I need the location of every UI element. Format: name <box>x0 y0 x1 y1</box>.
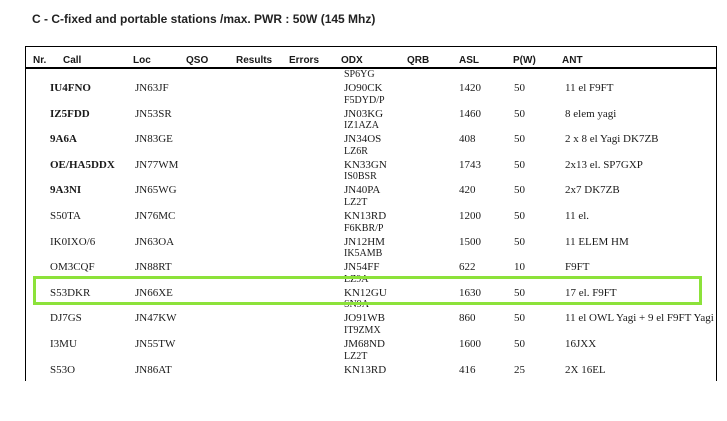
cell-call: 9A6A <box>50 133 77 146</box>
cell-ant: 2 x 8 el Yagi DK7ZB <box>565 133 659 146</box>
cell-asl: 1600 <box>459 338 481 350</box>
cell-loc: JN76MC <box>135 210 176 222</box>
cell-asl: 420 <box>459 184 476 197</box>
cell-pw: 50 <box>514 210 525 222</box>
cell-asl: 1630 <box>459 286 481 299</box>
cell-pw: 50 <box>514 286 525 299</box>
cell-odx: JN54FF <box>344 261 380 274</box>
header-results: Results <box>236 55 273 66</box>
cell-call: S53DKR <box>50 286 91 299</box>
header-pw: P(W) <box>513 55 536 66</box>
cell-odx: JO91WB <box>344 312 385 325</box>
cell-pw: 50 <box>514 312 525 325</box>
cell-asl: 1200 <box>459 210 481 222</box>
cell-loc: JN88RT <box>135 261 172 274</box>
header-nr: Nr. <box>33 55 47 66</box>
cell-pw: 50 <box>514 133 525 146</box>
cell-call: OE/HA5DDX <box>50 158 115 171</box>
odx-station: IK5AMB <box>344 248 383 260</box>
cell-odx: JM68ND <box>344 338 385 350</box>
odx-station: IZ1AZA <box>344 120 379 132</box>
cell-ant: 2x7 DK7ZB <box>565 184 620 197</box>
cell-loc: JN53SR <box>135 107 172 120</box>
header-loc: Loc <box>133 55 151 66</box>
header-errors: Errors <box>289 55 320 66</box>
header-call: Call <box>63 55 82 66</box>
cell-odx: KN12GU <box>344 286 387 299</box>
section-title: C - C-fixed and portable stations /max. PWR : 50W (145 Mhz) <box>32 12 376 26</box>
cell-loc: JN83GE <box>135 133 173 146</box>
cell-loc: JN63OA <box>135 235 175 248</box>
cell-odx: KN13RD <box>344 210 387 222</box>
header-odx: ODX <box>341 55 363 66</box>
cell-loc: JN66XE <box>135 286 173 299</box>
cell-call: 9A3NI <box>50 184 82 197</box>
cell-loc: JN55TW <box>135 338 176 350</box>
cell-pw: 50 <box>514 338 525 350</box>
cell-odx: JN12HM <box>344 235 385 248</box>
cell-pw: 50 <box>514 158 525 171</box>
cell-ant: 11 ELEM HM <box>565 235 629 248</box>
cell-odx: KN13RD <box>344 363 387 376</box>
cell-asl: 860 <box>459 312 476 325</box>
cell-call: OM3CQF <box>50 261 95 274</box>
odx-station: SN9A <box>344 299 370 311</box>
cell-ant: 17 el. F9FT <box>565 286 617 299</box>
odx-station: IS0BSR <box>344 171 377 183</box>
cell-odx: JO90CK <box>344 82 383 94</box>
cell-asl: 1500 <box>459 235 481 248</box>
odx-station: F5DYD/P <box>344 94 385 106</box>
cell-call: IK0IXO/6 <box>50 235 96 248</box>
cell-pw: 50 <box>514 235 525 248</box>
cell-ant: 2X 16EL <box>565 363 606 376</box>
odx-station: LZ6R <box>344 145 368 157</box>
cell-asl: 408 <box>459 133 476 146</box>
header-ant: ANT <box>562 55 583 66</box>
odx-station: LZ2T <box>344 350 368 362</box>
cell-loc: JN47KW <box>135 312 177 325</box>
header-qso: QSO <box>186 55 209 66</box>
cell-pw: 50 <box>514 184 525 197</box>
cell-odx: JN40PA <box>344 184 381 197</box>
cell-asl: 1743 <box>459 158 481 171</box>
cell-asl: 1460 <box>459 107 481 120</box>
cell-ant: 11 el. <box>565 210 590 222</box>
cell-ant: 11 el OWL Yagi + 9 el F9FT Yagi <box>565 312 714 325</box>
cell-asl: 416 <box>459 363 476 376</box>
header-asl: ASL <box>459 55 479 66</box>
cell-call: S53O <box>50 363 76 376</box>
cell-asl: 622 <box>459 261 476 274</box>
table-header <box>26 47 716 69</box>
cell-loc: JN77WM <box>135 158 179 171</box>
cell-pw: 50 <box>514 107 525 120</box>
odx-station: F6KBR/P <box>344 222 384 234</box>
cell-ant: 11 el F9FT <box>565 82 614 94</box>
cell-ant: F9FT <box>565 261 590 274</box>
cell-ant: 2x13 el. SP7GXP <box>565 158 643 171</box>
cell-odx: JN03KG <box>344 107 384 120</box>
results-table <box>25 46 717 381</box>
cell-asl: 1420 <box>459 82 481 94</box>
cell-call: IZ5FDD <box>50 107 90 120</box>
cell-odx: KN33GN <box>344 158 387 171</box>
header-qrb: QRB <box>407 55 430 66</box>
cell-ant: 16JXX <box>565 338 597 350</box>
cell-call: I3MU <box>50 338 77 350</box>
cell-pw: 25 <box>514 363 525 376</box>
cell-odx: JN34OS <box>344 133 382 146</box>
cell-loc: JN86AT <box>135 363 172 376</box>
cell-loc: JN63JF <box>135 82 169 94</box>
odx-station: SP6YG <box>344 69 375 80</box>
cell-call: IU4FNO <box>50 82 91 94</box>
cell-pw: 10 <box>514 261 525 274</box>
cell-loc: JN65WG <box>135 184 177 197</box>
odx-station: LZ2T <box>344 197 368 208</box>
odx-station: LZ9A <box>344 273 369 285</box>
cell-call: S50TA <box>50 210 81 222</box>
cell-call: DJ7GS <box>50 312 82 325</box>
odx-station: IT9ZMX <box>344 325 381 336</box>
cell-pw: 50 <box>514 82 525 94</box>
cell-ant: 8 elem yagi <box>565 107 617 120</box>
